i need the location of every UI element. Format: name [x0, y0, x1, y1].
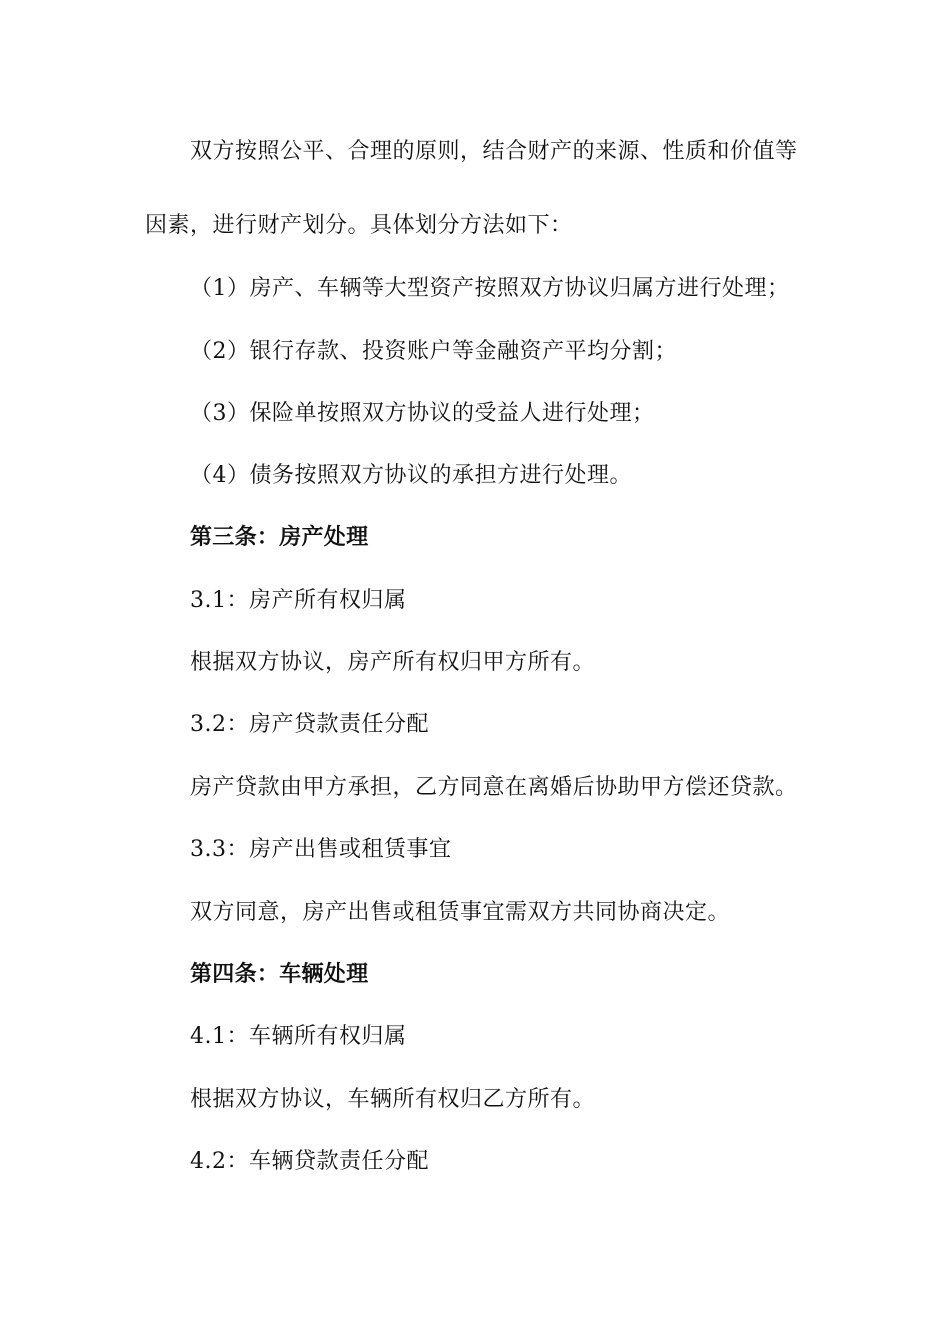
article-4-heading: 第四条：车辆处理: [190, 962, 369, 987]
section-4-1-title: 4.1：车辆所有权归属: [190, 1024, 407, 1049]
division-item-4: （4）债务按照双方协议的承担方进行处理。: [190, 463, 632, 488]
section-3-2-text: 房产贷款由甲方承担，乙方同意在离婚后协助甲方偿还贷款。: [190, 775, 798, 800]
section-3-1-text: 根据双方协议，房产所有权归甲方所有。: [190, 650, 596, 675]
division-item-2: （2）银行存款、投资账户等金融资产平均分割；: [190, 339, 677, 364]
division-item-3: （3）保险单按照双方协议的受益人进行处理；: [190, 401, 655, 426]
section-3-2-title: 3.2：房产贷款责任分配: [190, 712, 429, 737]
section-3-3-title: 3.3：房产出售或租赁事宜: [190, 837, 452, 862]
intro-paragraph-line-1: 双方按照公平、合理的原则，结合财产的来源、性质和价值等: [190, 139, 798, 164]
intro-paragraph-line-2: 因素，进行财产划分。具体划分方法如下：: [145, 213, 573, 238]
section-3-1-title: 3.1：房产所有权归属: [190, 588, 407, 613]
division-item-1: （1）房产、车辆等大型资产按照双方协议归属方进行处理；: [190, 276, 790, 301]
section-3-3-text: 双方同意，房产出售或租赁事宜需双方共同协商决定。: [190, 900, 731, 925]
section-4-2-title: 4.2：车辆贷款责任分配: [190, 1149, 429, 1174]
section-4-1-text: 根据双方协议，车辆所有权归乙方所有。: [190, 1087, 596, 1112]
article-3-heading: 第三条：房产处理: [190, 525, 369, 550]
